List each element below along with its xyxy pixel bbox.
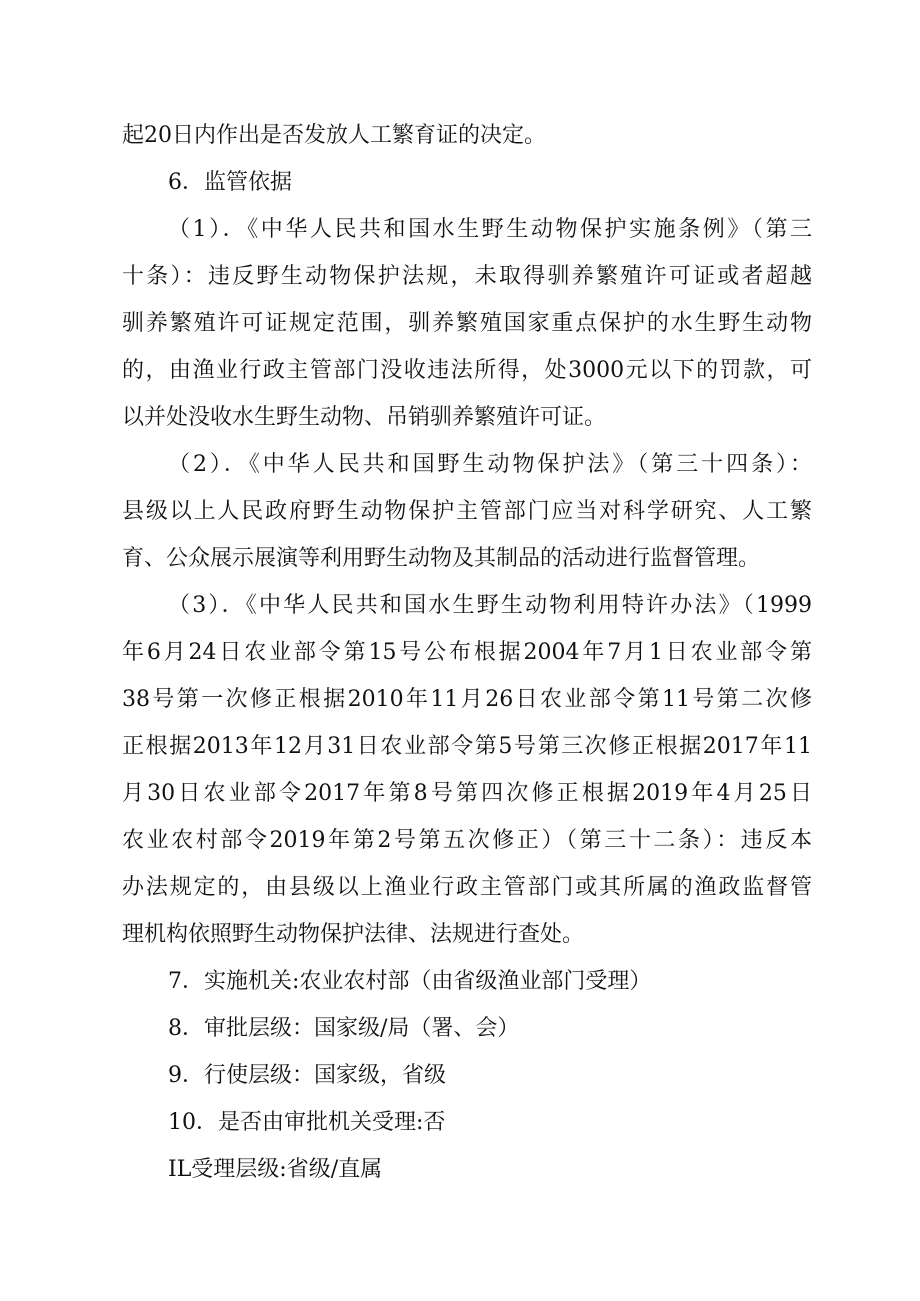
paragraph-line: 十条）：违反野生动物保护法规，未取得驯养繁殖许可证或者超越 (122, 264, 812, 289)
paragraph-line: （2）．《中华人民共和国野生动物保护法》（第三十四条）： (168, 452, 812, 477)
paragraph-line: 育、公众展示展演等利用野生动物及其制品的活动进行监督管理。 (122, 546, 761, 571)
list-item: IL受理层级:省级/直属 (168, 1157, 383, 1182)
paragraph-line: （3）．《中华人民共和国水生野生动物利用特许办法》（1999 (168, 593, 812, 618)
paragraph-line: 正根据2013年12月31日农业部令第5号第三次修正根据2017年11 (122, 734, 812, 759)
paragraph-line: 以并处没收水生野生动物、吊销驯养繁殖许可证。 (122, 405, 607, 430)
paragraph-line: 38号第一次修正根据2010年11月26日农业部令第11号第二次修 (122, 687, 812, 712)
list-item: 10．是否由审批机关受理:否 (168, 1110, 446, 1135)
list-item: 9．行使层级：国家级，省级 (168, 1063, 446, 1088)
paragraph-line: 驯养繁殖许可证规定范围，驯养繁殖国家重点保护的水生野生动物 (122, 311, 812, 336)
paragraph-line: 起20日内作出是否发放人工繁育证的决定。 (122, 123, 546, 148)
paragraph-line: 办法规定的，由县级以上渔业行政主管部门或其所属的渔政监督管 (122, 875, 812, 900)
list-item: 8．审批层级：国家级/局（署、会） (168, 1016, 520, 1041)
paragraph-line: 农业农村部令2019年第2号第五次修正）（第三十二条）：违反本 (122, 828, 812, 853)
paragraph-line: 月30日农业部令2017年第8号第四次修正根据2019年4月25日 (122, 781, 812, 806)
section-heading: 6．监管依据 (168, 170, 292, 195)
paragraph-line: （1）．《中华人民共和国水生野生动物保护实施条例》（第三 (168, 217, 812, 242)
paragraph-line: 县级以上人民政府野生动物保护主管部门应当对科学研究、人工繁 (122, 499, 812, 524)
list-item: 7．实施机关:农业农村部（由省级渔业部门受理） (168, 969, 652, 994)
paragraph-line: 的，由渔业行政主管部门没收违法所得，处3000元以下的罚款，可 (122, 358, 812, 383)
paragraph-line: 年6月24日农业部令第15号公布根据2004年7月1日农业部令第 (122, 640, 812, 665)
paragraph-line: 理机构依照野生动物保护法律、法规进行查处。 (122, 922, 585, 947)
